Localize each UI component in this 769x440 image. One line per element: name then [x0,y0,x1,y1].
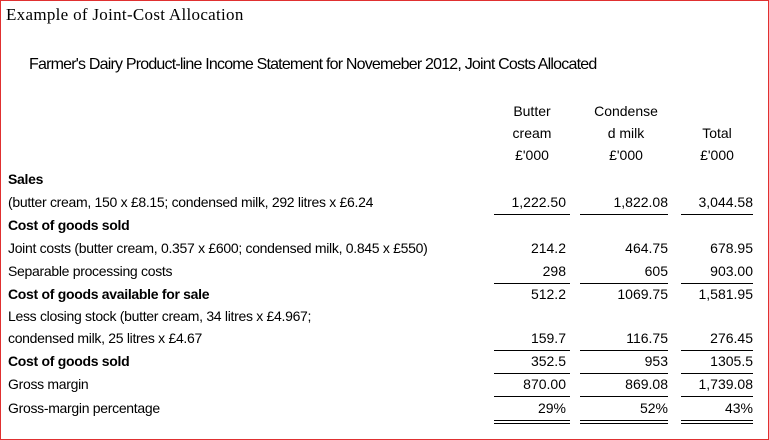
double-underline [681,423,753,424]
row-label: condensed milk, 25 litres x £4.67 [8,330,202,346]
rule-line [494,350,570,351]
butter-cream-value: 214.2 [530,240,566,256]
rule-line [681,373,753,374]
total-value: 276.45 [710,330,753,346]
butter-cream-value: 870.00 [523,376,566,392]
rule-line [681,214,753,215]
butter-cream-value: 1,222.50 [511,194,566,210]
double-underline [494,420,570,421]
double-underline [580,423,668,424]
statement-title: Farmer's Dairy Product-line Income Statement for Novemeber 2012, Joint Costs Allocated [29,56,597,73]
column-header-line2: d milk [607,125,645,141]
total-value: 1305.5 [710,353,753,369]
column-header-butter-cream [494,100,570,166]
table-row [0,168,769,191]
condensed-milk-value: 116.75 [626,330,668,346]
total-value: 903.00 [710,263,753,279]
condensed-milk-value: 953 [644,353,668,369]
condensed-milk-value: 464.75 [625,240,668,256]
condensed-milk-value: 605 [644,263,668,279]
column-header-line2: cream [512,125,552,141]
total-value: 678.95 [710,240,753,256]
row-label: Joint costs (butter cream, 0.357 x £600; condensed milk, 0.845 x £550) [8,240,428,256]
column-header-unit: £'000 [609,147,643,163]
row-label: Gross margin [8,376,89,392]
rule-line [580,373,668,374]
row-label: Cost of goods sold [8,217,130,233]
column-header-line1: Butter [513,103,551,119]
row-label: Less closing stock (butter cream, 34 litres x £4.967; [8,308,312,324]
table-row [0,327,769,350]
rule-line [580,350,668,351]
table-row [0,305,769,328]
butter-cream-value: 159.7 [530,330,566,346]
column-header-line1 [681,100,753,122]
row-label: (butter cream, 150 x £8.15; condensed milk, 292 litres x £6.24 [8,194,374,210]
rule-line [580,214,668,215]
table-row [0,283,769,306]
rule-line [580,283,668,284]
total-value: 1,739.08 [698,376,753,392]
total-value: 1,581.95 [698,286,753,302]
double-underline [681,420,753,421]
double-underline [580,420,668,421]
butter-cream-value: 352.5 [530,353,566,369]
column-header-unit: £'000 [700,147,734,163]
total-value: 43% [724,400,753,416]
rule-line [494,214,570,215]
rule-line [681,396,753,397]
column-header-line2: Total [702,125,732,141]
row-label: Cost of goods available for sale [8,286,210,302]
condensed-milk-value: 869.08 [625,376,668,392]
rule-line [681,350,753,351]
column-header-unit: £'000 [515,147,549,163]
table-row [0,350,769,373]
butter-cream-value: 29% [537,400,566,416]
table-row [0,260,769,283]
rule-line [494,396,570,397]
table-row [0,191,769,214]
butter-cream-value: 298 [542,263,566,279]
rule-line [494,373,570,374]
total-value: 3,044.58 [698,194,753,210]
column-header-condensed-milk [580,100,672,166]
column-header-line1: Condense [594,103,658,119]
condensed-milk-value: 52% [639,400,668,416]
butter-cream-value: 512.2 [530,286,566,302]
rule-line [494,283,570,284]
row-label: Gross-margin percentage [8,400,160,416]
condensed-milk-value: 1069.75 [617,286,668,302]
row-label: Cost of goods sold [8,353,130,369]
table-row [0,237,769,260]
rule-line [681,283,753,284]
double-underline [494,423,570,424]
row-label: Separable processing costs [8,263,173,279]
rule-line [580,396,668,397]
example-heading: Example of Joint-Cost Allocation [6,5,244,24]
column-header-total [681,100,753,166]
table-row [0,373,769,396]
condensed-milk-value: 1,822.08 [613,194,668,210]
table-row [0,397,769,420]
row-label: Sales [8,171,44,187]
table-row [0,214,769,237]
